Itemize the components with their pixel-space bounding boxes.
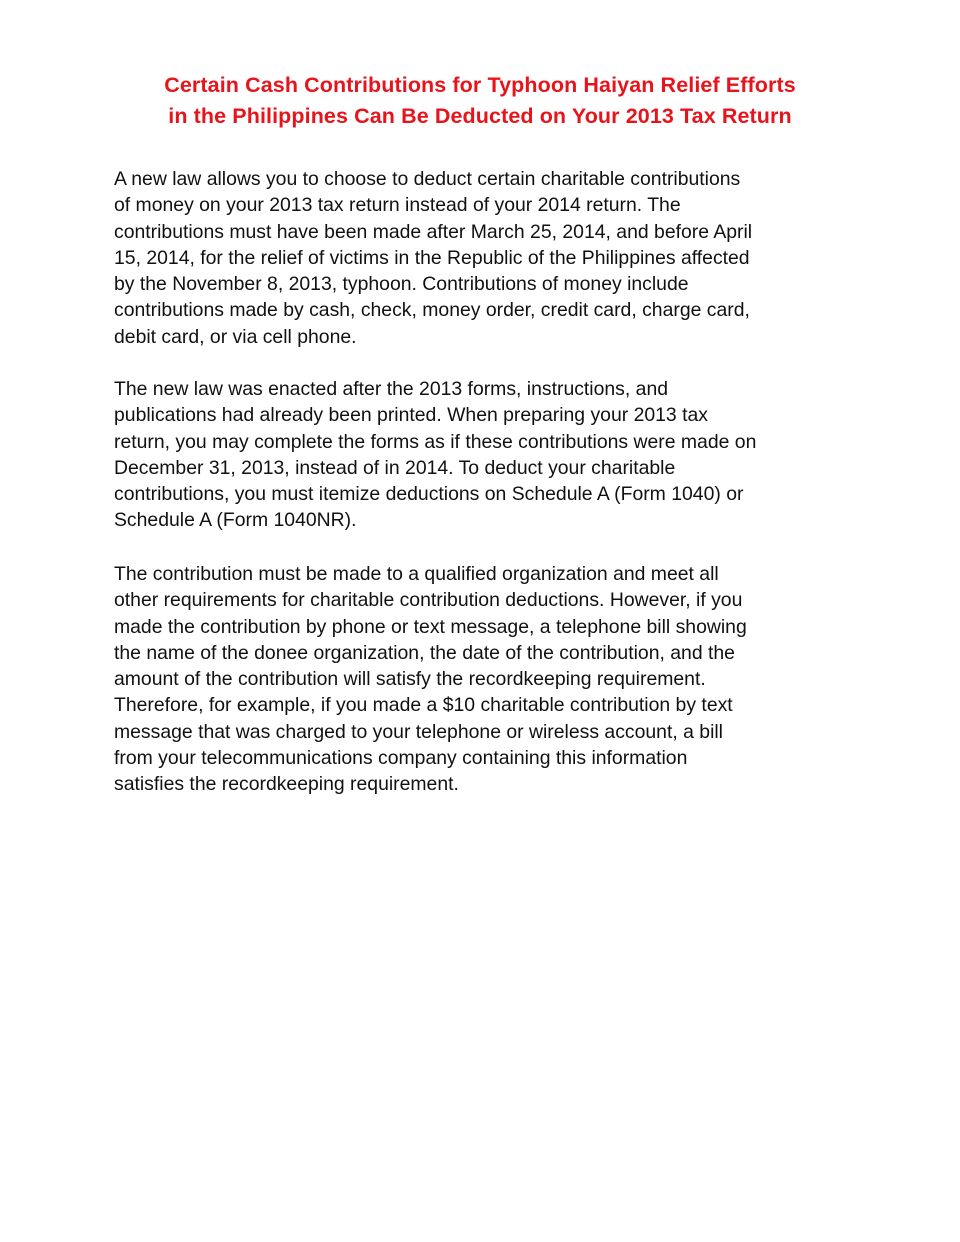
text-line: from your telecommunications company containing this information [114, 747, 688, 770]
text-line: The new law was enacted after the 2013 forms, instructions, and [114, 378, 669, 400]
text-line: contributions, you must itemize deductions on Schedule A (Form 1040) or [114, 483, 744, 506]
paragraph-recordkeeping [114, 561, 874, 798]
text-line: contributions must have been made after March 25, 2014, and before April [114, 220, 753, 243]
text-line: publications had already been printed. When preparing your 2013 tax [114, 404, 708, 427]
title-line-1: Certain Cash Contributions for Typhoon Haiyan Relief Efforts [164, 73, 796, 97]
text-line: debit card, or via cell phone. [114, 325, 357, 348]
text-line: return, you may complete the forms as if these contributions were made on [114, 430, 757, 453]
text-line: A new law allows you to choose to deduct certain charitable contributions [114, 168, 741, 190]
text-line: The contribution must be made to a qualified organization and meet all [114, 563, 719, 585]
text-line: contributions made by cash, check, money order, credit card, charge card, [114, 299, 750, 322]
text-line: message that was charged to your telephone or wireless account, a bill [114, 720, 723, 743]
text-line: Therefore, for example, if you made a $10 charitable contribution by text [114, 694, 733, 717]
text-line: Schedule A (Form 1040NR). [114, 509, 357, 532]
text-line: the name of the donee organization, the date of the contribution, and the [114, 641, 735, 664]
text-line: amount of the contribution will satisfy the recordkeeping requirement. [114, 668, 706, 691]
text-line: made the contribution by phone or text message, a telephone bill showing [114, 615, 747, 638]
paragraph-new-law [114, 166, 874, 350]
text-line: satisfies the recordkeeping requirement. [114, 773, 459, 796]
text-line: December 31, 2013, instead of in 2014. To deduct your charitable [114, 456, 676, 479]
text-line: 15, 2014, for the relief of victims in the Republic of the Philippines affected [114, 246, 750, 269]
text-line: of money on your 2013 tax return instead of your 2014 return. The [114, 194, 681, 217]
text-line: other requirements for charitable contribution deductions. However, if you [114, 589, 743, 612]
paragraph-forms-instructions [114, 376, 874, 534]
title-line-2: in the Philippines Can Be Deducted on Your 2013 Tax Return [168, 104, 792, 128]
text-line: by the November 8, 2013, typhoon. Contributions of money include [114, 273, 689, 296]
page-title [100, 70, 860, 132]
